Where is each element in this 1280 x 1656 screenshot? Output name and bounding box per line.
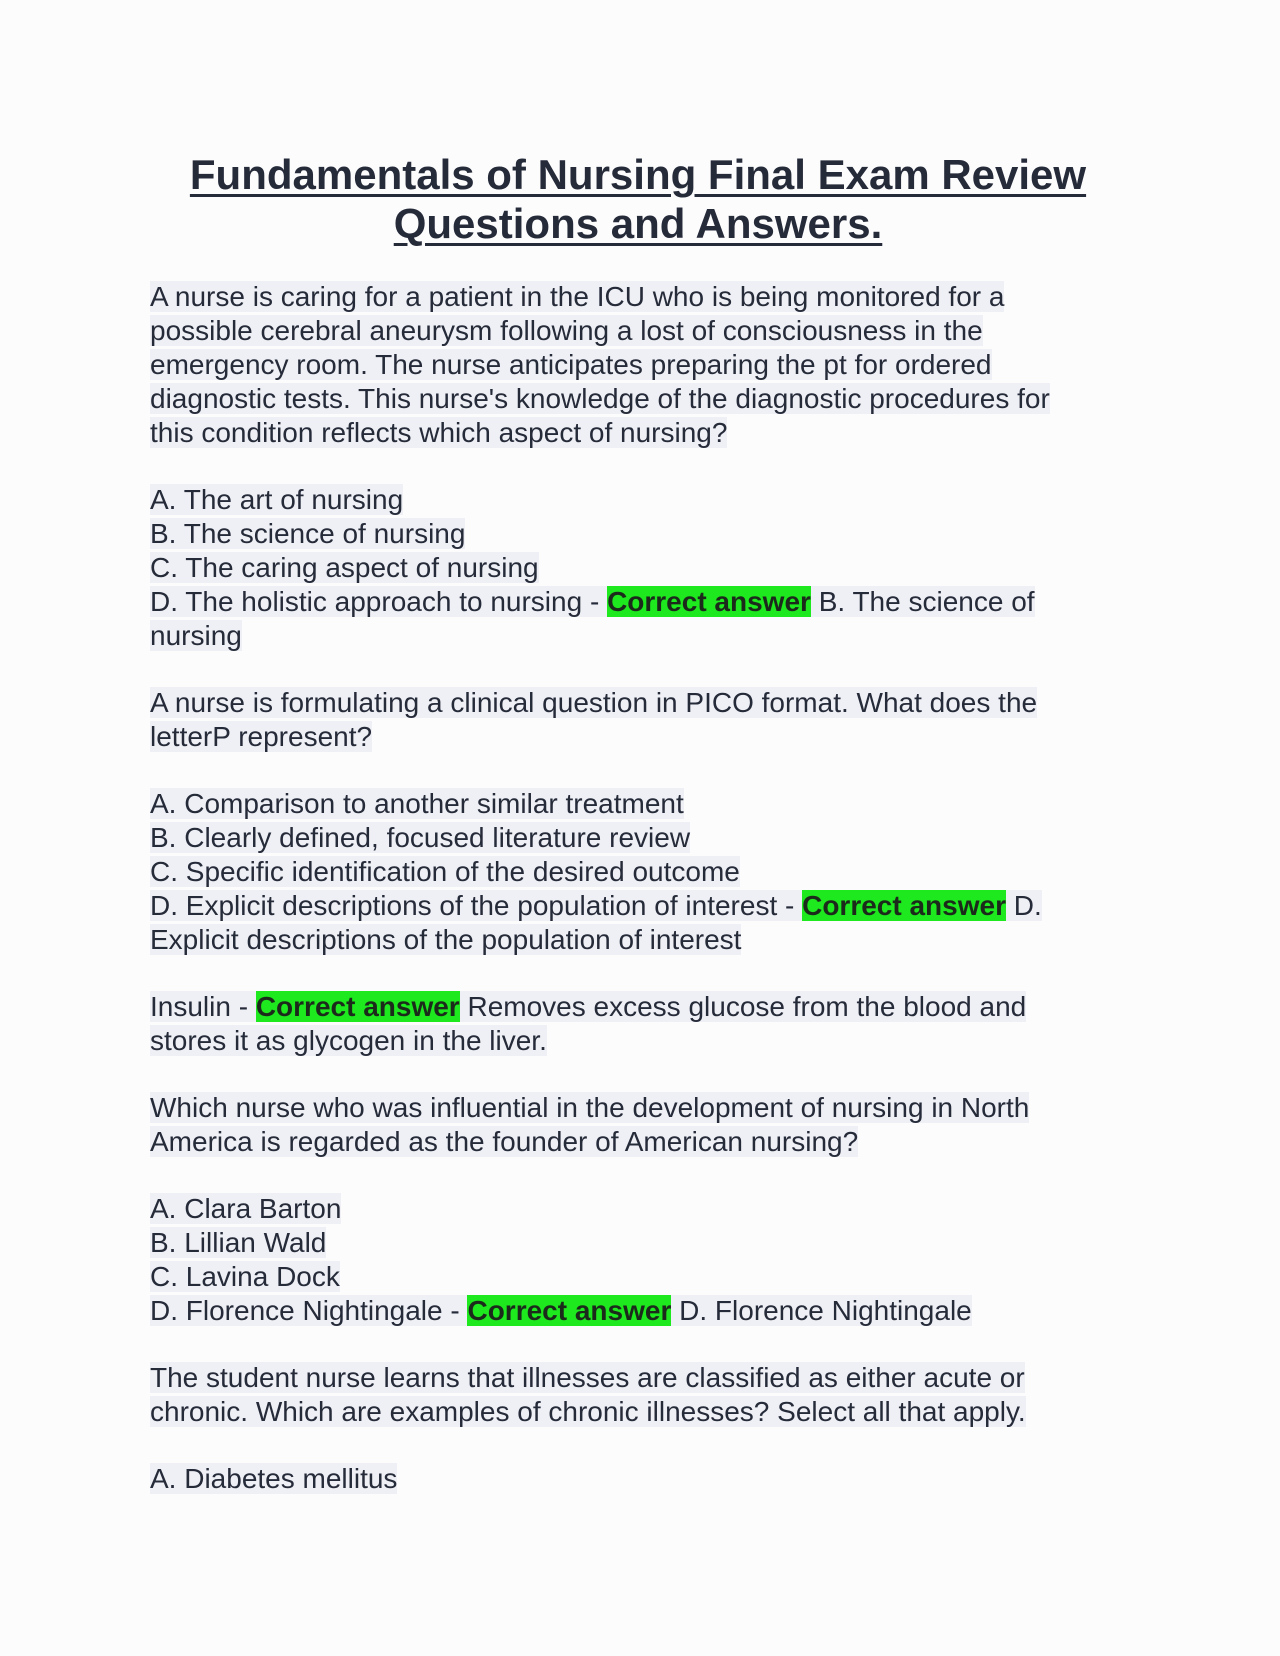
option-b: B. The science of nursing <box>150 518 466 549</box>
question-5-stem <box>150 1361 1110 1429</box>
option-b: B. Clearly defined, focused literature review <box>150 822 691 853</box>
answer-text: Explicit descriptions of the population of interest <box>150 924 742 955</box>
option-a: A. Comparison to another similar treatment <box>150 788 684 819</box>
option-d: D. Explicit descriptions of the population of interest - <box>150 890 795 921</box>
question-4-stem <box>150 1091 1110 1159</box>
question-text-line: A nurse is caring for a patient in the ICU who is being monitored for a <box>150 281 1005 312</box>
option-c: C. Lavina Dock <box>150 1261 340 1292</box>
term-prefix: Insulin - <box>150 991 249 1022</box>
question-text-line: A nurse is formulating a clinical question in PICO format. What does the <box>150 687 1038 718</box>
question-5-options <box>150 1462 1110 1496</box>
option-d: D. The holistic approach to nursing - <box>150 586 600 617</box>
question-text-line: chronic. Which are examples of chronic illnesses? Select all that apply. <box>150 1396 1026 1427</box>
option-a: A. The art of nursing <box>150 484 404 515</box>
question-2-stem <box>150 686 1110 754</box>
answer-text: Removes excess glucose from the blood and <box>467 991 1027 1022</box>
option-d: D. Florence Nightingale - <box>150 1295 460 1326</box>
answer-text: B. The science of <box>818 586 1035 617</box>
question-text-line: letterP represent? <box>150 721 373 752</box>
answer-text: D. <box>1013 890 1042 921</box>
correct-answer-label: Correct answer <box>802 890 1006 921</box>
correct-answer-label: Correct answer <box>255 991 460 1022</box>
question-text-line: emergency room. The nurse anticipates preparing the pt for ordered <box>150 349 992 380</box>
question-text-line: Which nurse who was influential in the development of nursing in North <box>150 1092 1030 1123</box>
question-text-line: America is regarded as the founder of American nursing? <box>150 1126 859 1157</box>
answer-text: stores it as glycogen in the liver. <box>150 1025 547 1056</box>
option-a: A. Diabetes mellitus <box>150 1463 398 1494</box>
correct-answer-label: Correct answer <box>467 1295 672 1326</box>
answer-text: D. Florence Nightingale <box>679 1295 972 1326</box>
option-b: B. Lillian Wald <box>150 1227 327 1258</box>
question-2-options <box>150 787 1110 957</box>
question-text-line: diagnostic tests. This nurse's knowledge of the diagnostic procedures for <box>150 383 1050 414</box>
option-c: C. The caring aspect of nursing <box>150 552 539 583</box>
document-title <box>150 150 1110 248</box>
question-4-options <box>150 1192 1110 1328</box>
question-text-line: The student nurse learns that illnesses are classified as either acute or <box>150 1362 1025 1393</box>
document-page <box>150 150 1110 1529</box>
title-line: Questions and Answers. <box>393 200 883 247</box>
question-text-line: this condition reflects which aspect of nursing? <box>150 417 728 448</box>
correct-answer-label: Correct answer <box>607 586 811 617</box>
option-c: C. Specific identification of the desired outcome <box>150 856 740 887</box>
question-3 <box>150 990 1110 1058</box>
question-1-options <box>150 483 1110 653</box>
question-1-stem <box>150 280 1110 450</box>
title-line: Fundamentals of Nursing Final Exam Review <box>189 151 1087 198</box>
option-a: A. Clara Barton <box>150 1193 342 1224</box>
answer-text: nursing <box>150 620 242 651</box>
question-text-line: possible cerebral aneurysm following a lost of consciousness in the <box>150 315 983 346</box>
